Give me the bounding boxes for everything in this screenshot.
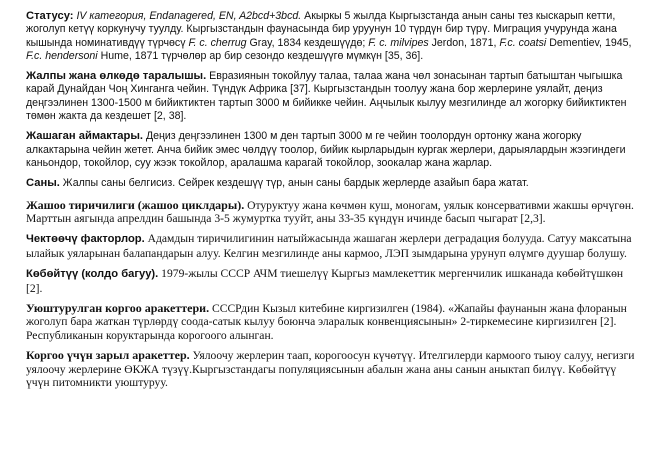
captivity-heading: Көбөйтүү (колдо багуу).: [26, 268, 159, 281]
measures-taken-paragraph: [26, 302, 636, 342]
distribution-text: Евразиянын токойлуу талаа, талаа жана чөл зонасынан тартып батыштан чыгышка карай Дунайдан Чоң Хинганга чейин. Түндүк Африка [37]. Кыргызстандын тоолуу жана бор жерлерине уялайт, деңиз деңгээлинен 1300-1500 м бийиктиктен тартып 3000 м бийикке чейин. Аңчылык кылуу мезгилинде ал жогорку бийиктиктен төмөн жакта да кездешет [2, 38].: [26, 70, 627, 123]
abundance-paragraph: [26, 177, 636, 190]
habitat-paragraph: [26, 130, 636, 170]
subspecies-name-hendersoni: F.c. hendersoni: [26, 49, 98, 62]
subspecies-author-milvipes: Jerdon, 1871,: [428, 36, 500, 49]
lifecycle-text: Отуруктуу жана көчмөн куш, моногам, уялык консервативми жакшы өрчүгөн. Марттын аягында апрелдин башында 3-5 жумуртка тууйт, аны 33-35 күндүн ичинде басып чыгарат [2,3].: [26, 198, 634, 225]
abundance-heading: Саны.: [26, 177, 60, 190]
abundance-text: Жалпы саны белгисиз. Сейрек кездешүү түр, анын саны бардык жерлерде азайып бара жатат.: [59, 177, 529, 190]
measures-needed-paragraph: [26, 349, 636, 389]
threats-paragraph: [26, 232, 636, 260]
status-category: IV категория, Endanagered, EN, A2bcd+3bcd.: [73, 10, 302, 22]
lifecycle-paragraph: [26, 199, 636, 226]
measures-needed-heading: Коргоо үчүн зарыл аракеттер.: [26, 348, 190, 363]
subspecies-name-cherrug: F. c. cherrug: [188, 36, 247, 49]
subspecies-name-milvipes: F. c. milvipes: [368, 36, 429, 49]
measures-needed-text: Уялоочу жерлерин таап, корогоосун күчөтүү. Ителгилерди кармоого тыюу салуу, негизги уялоочу жерлерине ӨКЖА түзүү.Кыргызстандагы популяциясынын абалын жана аны санын аныктап билүү. Көбөйтүү үчүн питомникти уюштуруу.: [26, 349, 635, 390]
habitat-heading: Жашаган аймактары.: [26, 130, 144, 143]
captivity-text: 1979-жылы СССР АЧМ тиешелүү Кыргыз мамлекеттик мергенчилик ишканада көбөйтүшкөн [2].: [26, 267, 624, 295]
status-text-1: Акыркы 5 жылда Кыргызстанда анын саны тез кыскарып кетти, жоголуп кетүү коркунучу туулду. Кыргызстандын фаунасында бир уруунун 10 түрдүн бир түрү. Миграция учурунда жана кышында номинативдүү түрчөсү: [26, 10, 617, 49]
measures-taken-heading: Уюштурулган коргоо аракеттери.: [26, 301, 210, 315]
status-heading: Статусу:: [26, 10, 74, 22]
distribution-heading: Жалпы жана өлкөдө таралышы.: [26, 70, 207, 83]
subspecies-author-cherrug: Gray, 1834 кездешүүдө;: [246, 36, 369, 49]
distribution-paragraph: [26, 70, 636, 123]
subspecies-name-coatsi: F.c. coatsi: [499, 36, 547, 49]
subspecies-author-coatsi: Dementiev, 1945,: [546, 36, 632, 49]
captivity-paragraph: [26, 267, 636, 295]
lifecycle-heading: Жашоо тиричилиги (жашоо циклдары).: [26, 197, 245, 212]
measures-taken-text: СССРдин Кызыл китебине киргизилген (1984). «Жапайы фаунанын жана флоранын жоголуп бара жаткан түрлөрдү соода-сатык кылуу боюнча эларалык конвенциясынын» 2-тиркемесине киргизилген [2]. Республиканын коруктарында корогоого алынган.: [26, 302, 627, 342]
subspecies-author-hendersoni: Hume, 1871 түрчөлөр ар бир сезондо кездешүүгө мүмкүн [35, 36].: [97, 49, 424, 62]
habitat-text: Деңиз деңгээлинен 1300 м ден тартып 3000 м ге чейин тоолордун ортонку жана жогорку алкактарына чейин жетет. Анча бийик эмес чөлдүү тоолор, бийик кырларыдын кургак жерлери, дарыялардын жээгиндеги каньондор, токойлор, суу жээк токойлор, аралашма карагай токойлор, зоокалар жана жарлар.: [26, 130, 626, 169]
status-paragraph: [26, 10, 636, 63]
threats-heading: Чектөөчү факторлор.: [26, 233, 145, 246]
threats-text: Адамдын тиричилигинин натыйжасында жашаган жерлери деградация болууда. Сатуу максатына ылайык уяларынан балапандарын алуу. Келгин мезгилинде аны кармоо, ЛЭП зымдарына урунуп өлүмгө дуушар болушу.: [26, 232, 632, 260]
